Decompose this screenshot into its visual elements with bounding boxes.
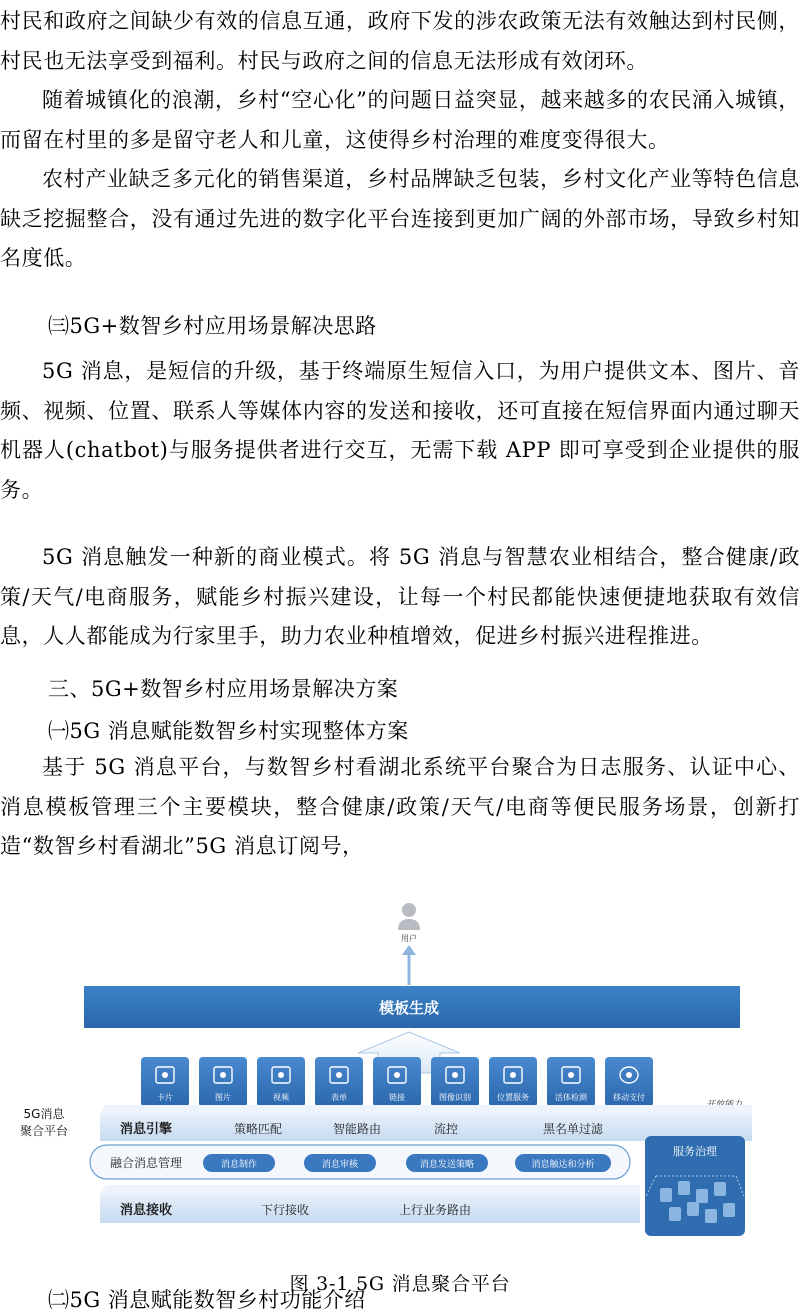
paragraph-platform: 基于 5G 消息平台，与数智乡村看湖北系统平台聚合为日志服务、认证中心、消息模板管理三个主要模块，整合健康/政策/天气/电商等便民服务场景，创新打造“数智乡村看湖北”5G 消息订阅号， xyxy=(0,755,800,858)
paragraph-industry: 农村产业缺乏多元化的销售渠道，乡村品牌缺乏包装，乡村文化产业等特色信息缺乏挖掘整合，没有通过先进的数字化平台连接到更加广阔的外部市场，导致乡村知名度低。 xyxy=(0,167,800,270)
platform-diagram xyxy=(0,893,800,1248)
capability-tile-0 xyxy=(141,1057,189,1107)
capability-tile-3 xyxy=(315,1057,363,1107)
capability-tiles xyxy=(141,1057,653,1107)
arrow-up-icon xyxy=(402,945,416,985)
fusion-pill-make xyxy=(203,1154,275,1172)
platform-label-line2: 聚合平台 xyxy=(19,1124,69,1138)
platform-label-line1: 5G消息 xyxy=(23,1107,65,1121)
capability-label: 表单 xyxy=(331,1093,347,1102)
capability-tile-6 xyxy=(489,1057,537,1107)
capability-tile-4 xyxy=(373,1057,421,1107)
subheading-functions: ㈡5G 消息赋能数智乡村功能介绍 xyxy=(48,1288,366,1312)
capability-tile-8 xyxy=(605,1057,653,1107)
subheading-overall-plan: ㈠5G 消息赋能数智乡村实现整体方案 xyxy=(48,719,409,743)
downlink-label: 下行接收 xyxy=(260,1203,310,1217)
heading-solution-idea: ㈢5G+数智乡村应用场景解决思路 xyxy=(48,314,377,338)
fusion-title: 融合消息管理 xyxy=(109,1156,183,1170)
uplink-routing-label: 上行业务路由 xyxy=(398,1203,472,1217)
paragraph-info-gap: 村民和政府之间缺少有效的信息互通，政府下发的涉农政策无法有效触达到村民侧，村民也无法享受到福利。村民与政府之间的信息无法形成有效闭环。 xyxy=(0,9,800,73)
smart-routing-label: 智能路由 xyxy=(332,1122,382,1136)
svg-text:消息制作: 消息制作 xyxy=(220,1160,258,1170)
figure-caption: 图 3-1 5G 消息聚合平台 xyxy=(289,1273,511,1295)
strategy-match-label: 策略匹配 xyxy=(233,1122,283,1136)
user-label: 用户 xyxy=(401,934,417,943)
paragraph-5g-business: 5G 消息触发一种新的商业模式。将 5G 消息与智慧农业相结合，整合健康/政策/天气/电商服务，赋能乡村振兴建设，让每一个村民都能快速便捷地获取有效信息，人人都能成为行家里手，助力农业种植增效，促进乡村振兴进程推进。 xyxy=(0,545,800,648)
service-governance-box xyxy=(645,1136,745,1236)
fusion-pill-analysis xyxy=(515,1154,611,1172)
receive-band-top xyxy=(100,1185,640,1195)
fusion-pill-review xyxy=(304,1154,376,1172)
capability-label: 图像识别 xyxy=(439,1093,471,1102)
capability-label: 卡片 xyxy=(157,1093,173,1102)
figure-5g-platform xyxy=(0,893,800,1248)
blacklist-filter-label: 黑名单过滤 xyxy=(542,1122,604,1136)
banner-label: 模板生成 xyxy=(378,999,440,1017)
capability-label: 移动支付 xyxy=(613,1093,645,1102)
engine-title: 消息引擎 xyxy=(119,1122,173,1137)
svg-text:消息发送策略: 消息发送策略 xyxy=(419,1160,475,1170)
receive-band xyxy=(100,1195,640,1223)
user-icon xyxy=(398,903,420,930)
capability-label: 图片 xyxy=(215,1093,231,1102)
receive-title: 消息接收 xyxy=(119,1203,173,1218)
capability-tile-2 xyxy=(257,1057,305,1107)
capability-label: 视频 xyxy=(273,1093,289,1102)
capability-label: 活体检测 xyxy=(555,1093,587,1102)
paragraph-urbanization: 随着城镇化的浪潮，乡村“空心化”的问题日益突显，越来越多的农民涌入城镇，而留在村里的多是留守老人和儿童，这使得乡村治理的难度变得很大。 xyxy=(0,88,800,152)
capability-tile-5 xyxy=(431,1057,479,1107)
svg-text:消息审核: 消息审核 xyxy=(321,1160,359,1170)
flow-control-label: 流控 xyxy=(433,1122,459,1136)
service-governance-label: 服务治理 xyxy=(673,1145,717,1158)
engine-band-top xyxy=(100,1105,752,1115)
capability-label: 链接 xyxy=(389,1093,405,1102)
section-title-3: 三、5G+数智乡村应用场景解决方案 xyxy=(48,677,399,701)
capability-label: 位置服务 xyxy=(497,1093,529,1102)
svg-text:消息触达和分析: 消息触达和分析 xyxy=(531,1160,595,1170)
capability-tile-7 xyxy=(547,1057,595,1107)
capability-tile-1 xyxy=(199,1057,247,1107)
fusion-pill-strategy xyxy=(406,1154,488,1172)
paragraph-5g-message: 5G 消息，是短信的升级，基于终端原生短信入口，为用户提供文本、图片、音频、视频、位置、联系人等媒体内容的发送和接收，还可直接在短信界面内通过聊天机器人(chatbot)与服务提供者进行交互，无需下载 APP 即可享受到企业提供的服务。 xyxy=(0,359,800,502)
